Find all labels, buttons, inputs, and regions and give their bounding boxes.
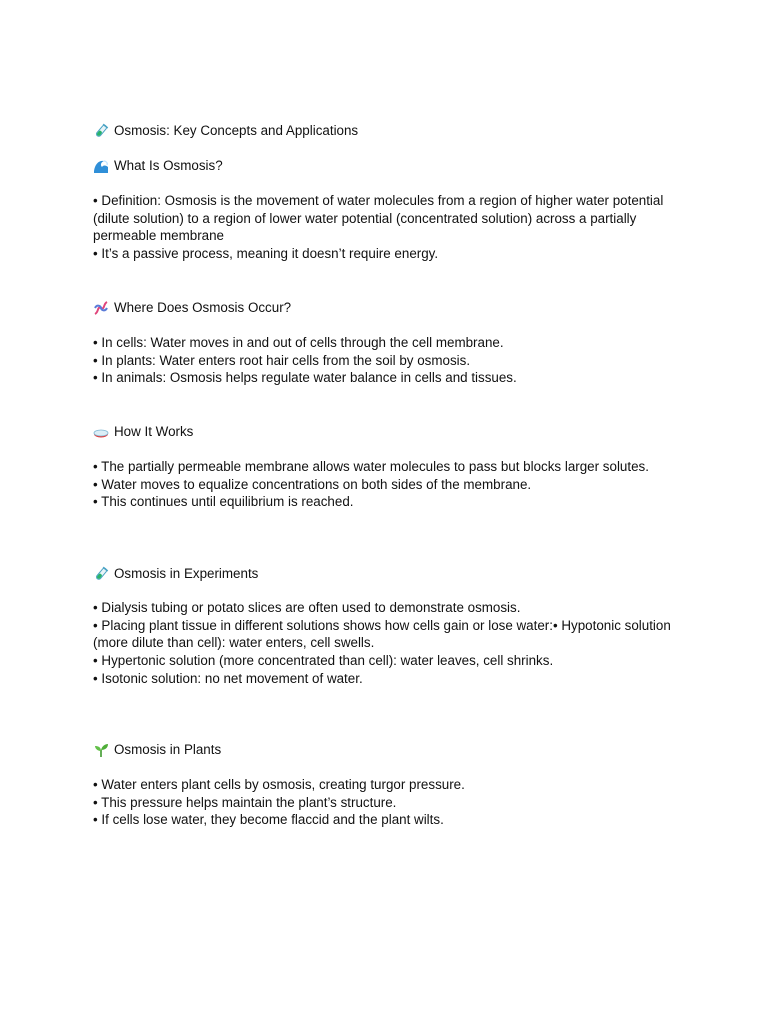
bullet-line: • The partially permeable membrane allows water molecules to pass but blocks larger solutes. [93, 459, 649, 474]
bullet-line: • If cells lose water, they become flaccid and the plant wilts. [93, 812, 444, 828]
section-body-how-it-works [93, 458, 683, 511]
section-heading-experiments [93, 565, 683, 583]
dna-icon [93, 300, 109, 316]
section-heading-text: Where Does Osmosis Occur? [114, 300, 292, 315]
bullet-line: • In animals: Osmosis helps regulate water balance in cells and tissues. [93, 370, 517, 386]
section-heading-where-occur [93, 299, 683, 317]
test-tube-icon [93, 566, 109, 582]
section-body-plants [93, 776, 683, 829]
section-heading-plants [93, 741, 683, 759]
bullet-line: • Dialysis tubing or potato slices are often used to demonstrate osmosis. [93, 600, 521, 615]
bullet-line: • Water moves to equalize concentrations on both sides of the membrane. [93, 476, 532, 492]
section-heading-what-is-osmosis [93, 157, 683, 175]
bullet-line: • Definition: Osmosis is the movement of water molecules from a region of higher water potential (dilute solution) to a region of lower water potential (concentrated solution) across a partially permeable membrane [93, 193, 664, 244]
title-text: Osmosis: Key Concepts and Applications [114, 123, 359, 138]
bullet-line: • This pressure helps maintain the plant’s structure. [93, 794, 397, 810]
section-body-experiments [93, 599, 683, 688]
petri-dish-icon [93, 424, 109, 440]
section-heading-how-it-works [93, 423, 683, 441]
bullet-line: • In cells: Water moves in and out of cells through the cell membrane. [93, 335, 504, 350]
bullet-line: • This continues until equilibrium is reached. [93, 494, 354, 510]
bullet-line: • Hypertonic solution (more concentrated than cell): water leaves, cell shrinks. [93, 653, 554, 669]
seedling-icon [93, 742, 109, 758]
wave-icon [93, 158, 109, 174]
section-heading-text: How It Works [114, 424, 194, 439]
bullet-line: • It’s a passive process, meaning it doesn’t require energy. [93, 246, 439, 262]
bullet-line: • Isotonic solution: no net movement of water. [93, 670, 363, 686]
test-tube-icon [93, 123, 109, 139]
bullet-line: • Water enters plant cells by osmosis, creating turgor pressure. [93, 777, 465, 792]
section-heading-text: Osmosis in Plants [114, 742, 222, 757]
section-body-where-occur [93, 334, 683, 387]
bullet-line: • In plants: Water enters root hair cells from the soil by osmosis. [93, 352, 471, 368]
section-heading-text: Osmosis in Experiments [114, 566, 259, 581]
document-title [93, 122, 683, 140]
bullet-line: • Placing plant tissue in different solutions shows how cells gain or lose water:• Hypotonic solution (more dilute than cell): water enters, cell swells. [93, 617, 671, 651]
section-body-what-is-osmosis [93, 192, 683, 263]
section-heading-text: What Is Osmosis? [114, 158, 223, 173]
